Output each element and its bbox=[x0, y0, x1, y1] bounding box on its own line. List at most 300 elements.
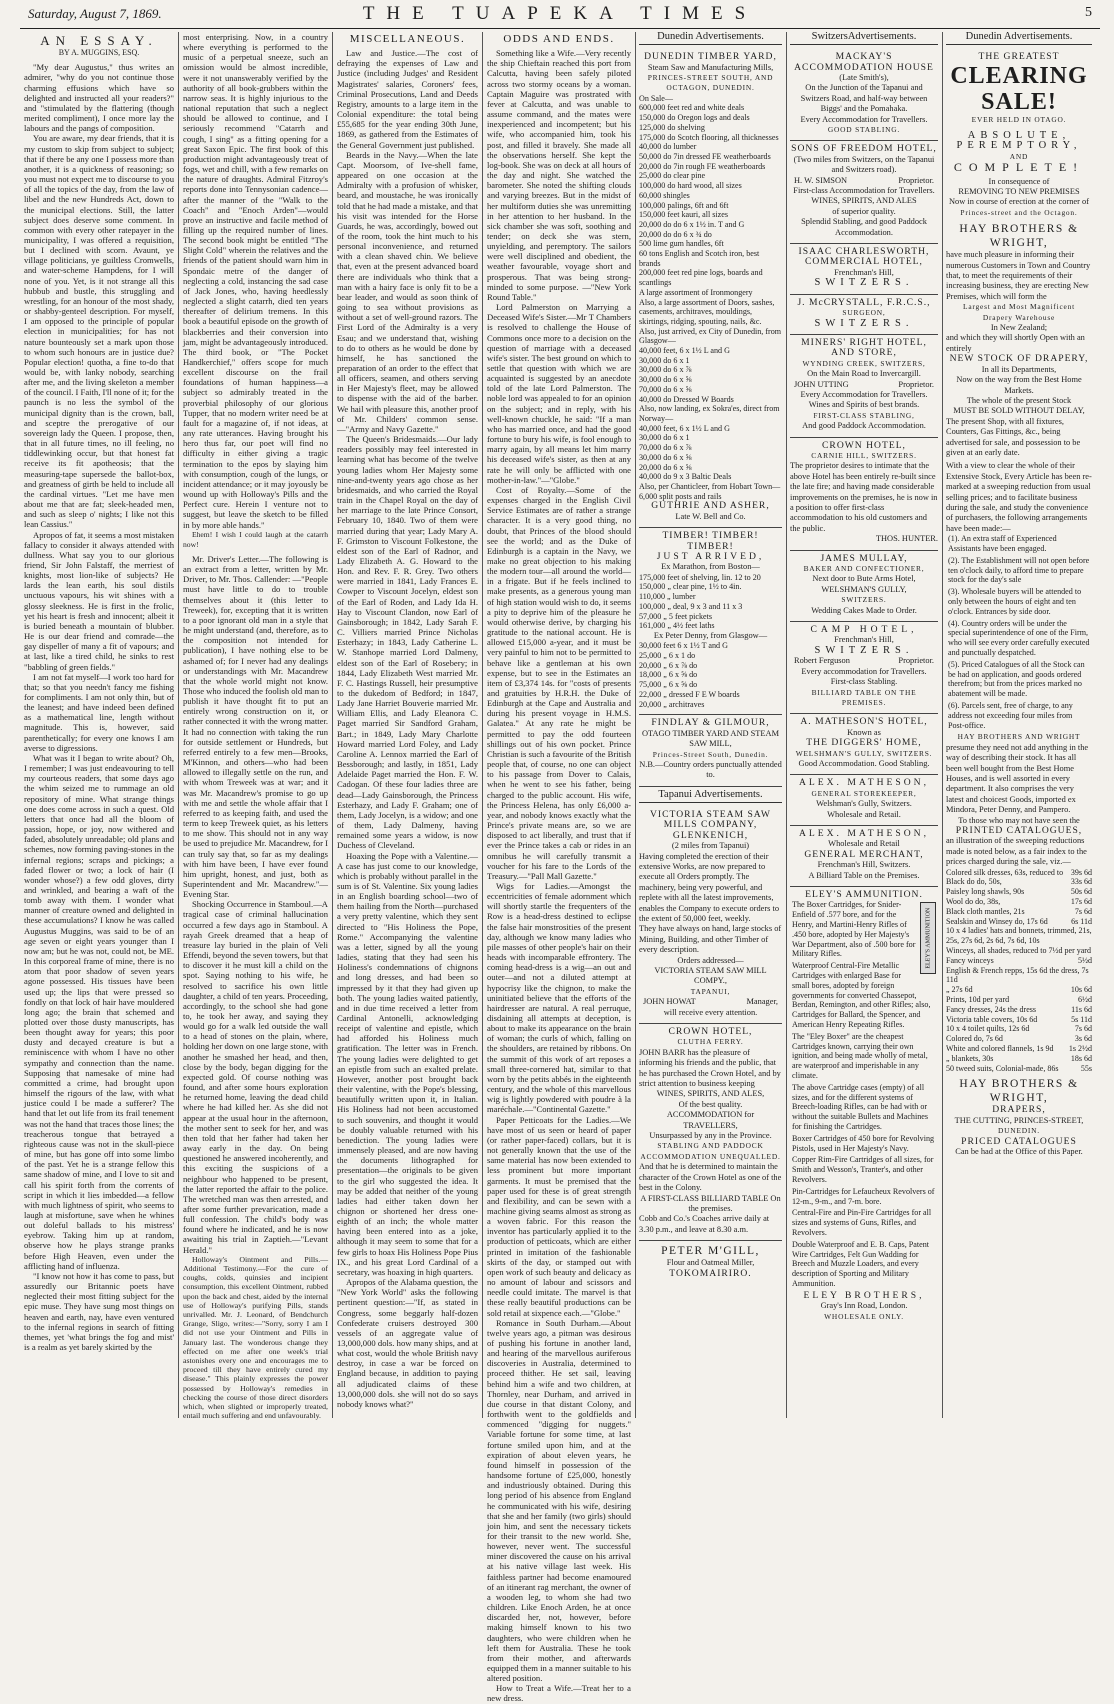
sale-presume: presume they need not add anything in the way of describing their stock. It has all been well bought from the Best Home Houses, and is well assorted in every department. It also comprises the very latest and choicest Goods, imported ex Mindora, Peter Denny, and Pampero. bbox=[946, 742, 1089, 815]
stock-line: 20,000 do 6 x ⅝ bbox=[639, 462, 692, 472]
column-rule bbox=[178, 32, 179, 1418]
advert-matheson-store bbox=[790, 775, 938, 826]
advert-findlay-gilmour bbox=[639, 715, 782, 786]
advert-accommodation: Good Accommodation. Good Stabling. bbox=[798, 758, 930, 768]
essay-paragraph: What was it I began to write about? Oh, I remember; I was just endeavouring to tell my courteous readers, that some days ago the whim seized me to rummage an old repository of mine. What strange things one does come across in such a quest. Old letters that once had all the bloom of passion, hope, or joy, now withered and faded, absolutely unreadable; old plans and schemes, now forming paving-stones in the infernal regions; scraps and pickings; a faded flower or two; a lock of hair (I wonder whose?) a few odd gloves, dirty and wrinkled, and bearing a waft of the tomb away with them. I wonder what manner of creature owned and delighted in these accumulations? I know he was called Augustus Muggins, was said to be of an age seven or eight years younger than I now am; but he was not, could not, be ME. In this corporeal frame of mine, there is no atom that poor shadow of seven years agone possessed. His tissues have been used up; the lips that were pressed so fondly on that lock of hair have mouldered long ago; the brain that schemed and plotted over those dusty manuscripts, has been thought away for years; this poor dusty and decayed creature is but a reminiscence with whom I have no other sympathy and connection than the name. Supposing that namesake of mine had committed a crime, had brought upon himself the rigours of the law, with what justice could I be made a sufferer? The hand that let out life from its frail tenement was not the hand that traces those lines; the treacherous tongue that betrayed a righteous cause was not in the skull-piece of mine, but has gone off into some limbo of the past. Yet he is a strange fellow this same shadow of mine, and I love to sit and call his spirit forth from the corrents of script in which it lies imbedded—a fellow with much lightness of spirit, who seems to laugh at misfortune, save when he whines out doleful ballads to his mistress' eyebrow. Taking him up at random, observe how he plays strange pranks before High Heaven, even under the afflicting hand of influenza. bbox=[24, 752, 174, 1271]
advert-title: TIMBER! TIMBER! TIMBER! bbox=[662, 530, 759, 552]
sale-new-stock: NEW STOCK OF DRAPERY, bbox=[949, 353, 1089, 365]
column-clearing-sale bbox=[946, 32, 1092, 1418]
advert-manager-role: Manager, bbox=[746, 997, 778, 1007]
stock-line: 100,000 „ deal, 9 x 3 and 11 x 3 bbox=[639, 601, 743, 611]
advert-body: And that he is determined to maintain the character of the Crown Hotel as one of the best in the Colony. bbox=[639, 1162, 782, 1193]
column-essay-continued bbox=[183, 32, 328, 1421]
price-row bbox=[946, 956, 1092, 966]
advert-wines: WINES, SPIRITS, AND ALES, bbox=[656, 1089, 765, 1099]
advert-on-sale: On Sale— bbox=[639, 93, 673, 103]
advert-place: TAPANUI, bbox=[690, 986, 731, 996]
sale-priced-catalogues: PRICED CATALOGUES bbox=[961, 1135, 1077, 1147]
price-item: Prints, 10d per yard bbox=[946, 994, 1010, 1004]
advert-subtitle: COMMERCIAL HOTEL, bbox=[805, 256, 923, 268]
advert-mackay bbox=[790, 49, 938, 141]
advert-title: SONS OF FREEDOM HOTEL, bbox=[791, 143, 937, 155]
stock-line: 161,000 „ 4½ feet laths bbox=[639, 621, 715, 631]
price-item: Victoria table covers, 10s 6d bbox=[946, 1014, 1038, 1024]
stock-line: 25,000 „ 6 x 1 do bbox=[639, 651, 696, 661]
price-item: Sealskin and Winsey do, 17s 6d bbox=[946, 916, 1048, 926]
advert-stabling: First-class Stabling. bbox=[830, 677, 898, 687]
advert-matheson-merchant bbox=[790, 826, 938, 887]
advert-place: Frenchman's Hill, Switzers. bbox=[817, 860, 911, 870]
sale-headline: CLEARING SALE! bbox=[950, 62, 1088, 115]
price-item: Fancy dresses, 24s the dress bbox=[946, 1004, 1036, 1014]
price-value: 3s 6d bbox=[1074, 1034, 1092, 1044]
column-rule bbox=[635, 32, 636, 1418]
advert-billiard: BILLIARD TABLE ON THE PREMISES. bbox=[811, 687, 917, 707]
sale-dunedin: DUNEDIN. bbox=[998, 1126, 1040, 1136]
price-item: Colored silk dresses, 63s, reduced to bbox=[946, 867, 1064, 877]
stock-line: 30,000 do 6 x 1 bbox=[639, 355, 690, 365]
advert-orders: Orders addressed— bbox=[677, 955, 744, 965]
essay-paragraph: I am not fat myself—I work too hard for that; so that you needn't fancy me fishing for compliments. I am not only thin, but of the leanest; and have indeed been defined as a mathematical line, length without magnitude. This is, however, said parenthetically; for every one knows I am averse to digressions. bbox=[24, 671, 174, 753]
sale-largest: Largest and Most Magnificent bbox=[963, 302, 1075, 312]
advert-proprietor-role: Proprietor. bbox=[898, 175, 934, 185]
sale-must-be-sold: MUST BE SOLD WITHOUT DELAY, bbox=[953, 406, 1085, 416]
advert-note: Wholesale and Retail. bbox=[827, 809, 901, 819]
price-value: 11s 6d bbox=[1071, 1004, 1092, 1014]
advert-wholesale-only: WHOLESALE ONLY. bbox=[824, 1311, 904, 1321]
section-heading-odds-and-ends: ODDS AND ENDS. bbox=[503, 33, 615, 45]
sale-firm-title: HAY BROTHERS & WRIGHT, bbox=[959, 223, 1079, 250]
price-value: 39s 6d bbox=[1070, 867, 1092, 877]
advert-just-arrived: JUST ARRIVED, bbox=[656, 550, 765, 562]
masthead-rule bbox=[20, 28, 1100, 29]
price-row bbox=[946, 1054, 1092, 1064]
price-row bbox=[946, 1024, 1092, 1034]
advert-address: PRINCES-STREET SOUTH, AND OCTAGON, DUNEDIN. bbox=[647, 72, 774, 93]
advert-billiard: A FIRST-CLASS BILLIARD TABLE On the premises. bbox=[640, 1193, 781, 1213]
sale-arrangement-item: (3). Wholesale buyers will be attended to only between the hours of eight and ten o'clock. Entrances by side door. bbox=[948, 587, 1082, 616]
stock-line: 175,000 do Scotch flooring, all thicknesses bbox=[639, 132, 779, 142]
advert-quality: of superior quality. bbox=[832, 206, 896, 216]
price-row bbox=[946, 868, 1092, 878]
advert-proprietor-name: JOHN UTTING bbox=[794, 379, 849, 389]
sale-nz: In New Zealand; bbox=[990, 323, 1048, 333]
article-law-justice: Law and Justice.—The cost of defraying the expenses of Law and Justice (including Judges' and Resident Magistrates' salaries, Coroners' fees, Criminal Prosecutions, Land and Deeds Registry, amounts to a large item in the Colonial expenditure: the total being £55,685 for the year ending 30th June, 1869, as gathered from the Estimates of the General Government just published. bbox=[337, 48, 478, 150]
advert-subtitle: CARNIE HILL, SWITZERS. bbox=[811, 450, 917, 460]
stock-line: 600,000 feet red and white deals bbox=[639, 103, 745, 113]
article-durham: Romance in South Durham.—About twelve years ago, a pitman was desirous of pushing his fortune in another land, and hearing of the marvellous auriferous discoveries in Australia, determined to proceed thither. He set sail, leaving behind him a wife and two children, at Thornley, near Durham, and arrived in due course in that distant Colony, and forthwith went to the goldfields and commenced "digging for nuggets." Variable fortune for some time, at last fortune smiled upon him, and at the expiration of about eleven years, he found himself in possession of the handsome fortune of £25,000, honestly and industriously obtained. During this long period of his absence from England he communicated with his wife, desiring that she and her family (two girls) should join him, and sent the necessary tickets for their transit to the new world. She, however, never went. The successful miner discovered the cause on his arrival at his native village last week. His faithless partner had become enamoured of an itinerant rag merchant, the owner of a wooden leg, to whom she had two children. Like Enoch Arden, he at once discarded her, not, however, before making himself known to his two daughters, who were children when he left them for Australia. These he took from their mother, and afterwards equipped them in a manner suitable to his altered position. bbox=[487, 1317, 631, 1684]
advert-title: A. MATHESON'S HOTEL, bbox=[800, 716, 928, 728]
essay-paragraph: most enterprising. Now, in a country where everything is performed to the music of a perpetual sneeze, such an omission would be almost incredible, were it not unanswerably verified by the authority of all book-grubbers within the narrow seas. It is highly injurious to the national reputation that such a neglect should be allowed to continue, and I seriously recommend "Catarrh and cough, I sing" as a fitting opening for a great Saxon Epic. The first book of this production might advantageously treat of fogs, wet and chill, with a few remarks on the nature of draughts. Admiral Fitzroy's reports done into Tennysonian cadence—after the manner of the "Walk to the Coach" and "Enoch Arden"—would prove an instructive and facile method of filling up the required number of lines. The second book might be entitled "The Slight Cold" wherein the relatives and the friends of the patient should warn him in Spondaic metre of the danger of neglecting a cold, instancing the sad case of Jack Jones, who, having heedlessly neglected a slight catarrh, died ten years thereafter of delirium tremens. In this book a beautiful episode on the growth of blackberries and their conversion into jam, might be advantageously introduced. The third book, or "The Pocket Handkerchief," offers scope for much excellent discourse on the frail foundations of human happiness—a subject so admirably treated in the proverbial philosophy of our glorious Tupper, that no modern writer need be at fault for a magazine of, if not ideas, at any rate utterances. Having brought his hero thus far, our poet will find no difficulty in either giving a tragic termination to the epos by slaying him with consumption, cough of the lungs, or incident attendance; or it may joyously be wound up with Holloway's Pills and the Perfect cure. Herein I venture not to suggest, but leave the sketch to be filled in by more able hands." bbox=[183, 32, 328, 530]
advert-place: WELSHMAN'S GULLY, bbox=[821, 584, 907, 594]
column-rule bbox=[332, 32, 333, 1418]
advert-firm: ELEY BROTHERS, bbox=[803, 1289, 925, 1301]
stock-line: 30,000 do 6 x ⅞ bbox=[639, 365, 692, 375]
advert-wines: Wines and Spirits of best brands. bbox=[808, 400, 920, 410]
sale-greatest: THE GREATEST bbox=[978, 51, 1060, 63]
price-item: White and colored flannels, 1s 9d bbox=[946, 1043, 1054, 1053]
sale-firm-caps: HAY BROTHERS AND WRIGHT bbox=[957, 732, 1081, 742]
advert-matheson-hotel bbox=[790, 714, 938, 775]
price-value: 6s 11d bbox=[1071, 916, 1092, 926]
sale-shop: The present Shop, with all fixtures, Counters, Gas Fittings, &c., being advertised for sale, and possession to be given at an early date. bbox=[946, 416, 1081, 457]
stock-line: 70,000 do 6 x ⅝ bbox=[639, 384, 692, 394]
price-row bbox=[946, 995, 1092, 1005]
advert-title: MINERS' RIGHT HOTEL, AND STORE, bbox=[801, 336, 927, 359]
advert-note: Wedding Cakes Made to Order. bbox=[811, 605, 917, 615]
cartridge-illustration bbox=[920, 902, 936, 974]
price-item: Colored do, 7s 6d bbox=[946, 1034, 1003, 1044]
price-row bbox=[946, 877, 1092, 887]
article-wigs: Wigs for Ladies.—Amongst the eccentricities of female adornment which will shortly startle the frequenters of the Row is a head-dress destined to eclipse the false hair monstrosities of the present day, although we know many ladies who pile masses of other people's hair on their heads with incomparable effrontery. The coming head-dress is a wig—an out and outer—and not a diluted attempt at hypocrisy like the chignon, to make the uninitiated believe that the efforts of the hairdresser are natural. A real perruque, disdaining all attempts at deception, is about to make its appearance on the brain of woman; the curls of which, falling on the shoulders, are retained by ribbons. On the summit of this work of art reposes a small three-cornered hat, similar to that worn by the petits abbés in the eighteenth century, and the whole of this marvellous wig is lightly powdered with poudre à la maréchale.—"Continental Gazette." bbox=[487, 880, 631, 1115]
advert-title: FINDLAY & GILMOUR, bbox=[651, 717, 770, 729]
advert-body-list bbox=[790, 900, 938, 1288]
stock-line: 175,000 feet of shelving, lin. 12 to 20 bbox=[639, 572, 761, 582]
advert-subtitle: (2 miles from Tapanui) bbox=[671, 841, 750, 851]
advert-company: VICTORIA STEAM SAW MILL COMPY., bbox=[654, 965, 767, 986]
section-heading-dunedin: Dunedin Advertisements. bbox=[639, 32, 782, 45]
sale-firm-title-2: HAY BROTHERS & WRIGHT, bbox=[959, 1078, 1079, 1105]
sale-now: Now in course of erection at the corner of bbox=[949, 197, 1089, 207]
price-row bbox=[946, 887, 1092, 897]
advert-stabling: GOOD STABLING. bbox=[827, 125, 901, 134]
advert-note: will receive every attention. bbox=[663, 1007, 758, 1017]
article-paper-petticoats: Paper Petticoats for the Ladies.—We have most of us seen or heard of paper (or rather paper-faced) collars, but it is not generally known that the use of the same material has now been extended to less prominent but more important garments. It must be premised that the paper used for these is of great strength and flexibility, and can be sewn with a machine giving seams almost as strong as a woven fabric. For this reason the inventor has particularly applied it to the production of petticoats, which are either printed in imitation of the fashionable skirts of the day, or stamped out with open work of such beauty and delicacy as no amount of labour and scissors and needle could imitate. The marvel is that these really beautiful productions can be sold retail at sixpence each.—"Globe." bbox=[487, 1114, 631, 1318]
advert-title: PETER M'GILL, bbox=[661, 1245, 760, 1258]
section-heading-miscellaneous: MISCELLANEOUS. bbox=[349, 33, 466, 45]
ammunition-paragraph: The Boxer Cartridges, for Snider-Enfield of .577 bore, and for the Henry, and Martini-Henry Rifles of .450 bore, adopted by Her Majesty's War Department, also of .500 bore for Military Rifles. bbox=[792, 900, 916, 959]
advert-title: ALEX. MATHESON, bbox=[798, 827, 929, 839]
advert-title: ALEX. MATHESON, bbox=[798, 777, 929, 789]
column-dunedin-ads bbox=[639, 32, 782, 1418]
stock-line: 6,000 split posts and rails bbox=[639, 491, 722, 501]
price-value: 6½d bbox=[1078, 994, 1092, 1004]
advert-mccrystall bbox=[790, 295, 938, 335]
masthead-title: THE TUAPEKA TIMES bbox=[362, 3, 758, 24]
advert-manager-name: JOHN HOWAT bbox=[643, 997, 696, 1007]
advert-clearing-sale bbox=[946, 49, 1092, 1162]
sale-printed-catalogues: PRINTED CATALOGUES, bbox=[955, 824, 1083, 836]
stock-line: 40,000 feet, 6 x 1½ L and G bbox=[639, 423, 730, 433]
column-rule bbox=[942, 32, 943, 1418]
advert-stock-list bbox=[639, 103, 782, 501]
advert-town: SWITZERS. bbox=[841, 595, 887, 605]
advert-title: JAMES MULLAY, bbox=[820, 552, 908, 564]
sale-office: Can be had at the Office of this Paper. bbox=[955, 1146, 1083, 1156]
ammunition-paragraph: Copper Rim-Fire Cartridges of all sizes, for Smith and Wesson's, Tranter's, and other Revolvers. bbox=[792, 1155, 934, 1184]
article-hoaxing-pope: Hoaxing the Pope with a Valentine.—A case has just come to our knowledge, which is probably without parallel in the sum is of St. Valentine. Six young ladies in an English boarding school—two of them hailing from the North—purchased a very pretty valentine, which they sent directed to "His Holiness the Pope, Rome." Accompanying the valentine was a letter, signed by all the young ladies, stating that they had seen his Holiness's condemnations of chignons and long dresses, and had been so impressed by it that they had given up both. The young ladies waited patiently, and in due time received a letter from Cardinal Antonelli, acknowledging receipt of valentine and epistle, which had afforded his Holiness much gratification. The letter was in French. The young ladies were delighted to get an epistle from such an exalted prelate. However, another post brought back their valentine, with the Pope's blessing, beautifully written upon it, in Italian. His Holiness had not been accustomed to such souvenirs, and thought it would be doubly valuable returned with his benediction. The young ladies were immensely pleased, and are now having the documents lithographed for presentation—the originals to be given to the girl who suggested the idea. It may be added that neither of the young ladies had either taken down her chignon or shortened her dress one-eighth of an inch; the whole matter having been entered into as a joke, although it may seem to some that for a few girls to hoax His Holiness Pope Pius IX., and his great Lord Cardinal of a secretary, was hoaxing in high quarters. bbox=[337, 850, 478, 1277]
ammunition-paragraph: Waterproof Central-Fire Metallic Cartridges with enlarged Base for small bores, adopted by foreign governments for converted Chassepot, Berdan, Remington, and other Rifles; also, Cartridges for Ballard, the Spencer, and American Henry Repeating Rifles. bbox=[792, 961, 931, 1029]
price-row bbox=[946, 897, 1092, 907]
sale-absolute: ABSOLUTE, bbox=[967, 129, 1071, 141]
stock-line: 40,000 do Dressed W Boards bbox=[639, 394, 734, 404]
stock-line: 30,000 do 6 x 1 bbox=[639, 433, 690, 443]
advert-proprietor-name: H. W. SIMSON bbox=[794, 175, 848, 185]
masthead-page-number: 5 bbox=[1085, 5, 1092, 20]
price-value: 55s bbox=[1080, 1063, 1092, 1073]
article-driver-letter: Mr. Driver's Letter.—The following is an extract from a letter, written by Mr. Driver, to Mr. Thos. Callender: —"People must have little to do to trouble themselves about it (this letter to Treweek), for, excepting that it is written to a poor ignorant old man in a style that he might understand (and, therefore, as to the composition not intended for publication), I have nothing else to be ashamed of; for I never had any dealings or understandings with Mr. Macandrew that the whole world might not know. Those who induced the foolish old man to publish it have thought fit to put an entirely wrong construction on it, or rather connected it with the wrong matter. It had no connection with taking the run for outside settlement or Hundreds, but referred entirely to a few men—Brooks, M'Kinnon, and others—who had been allowed to illegally settle on the run, and with whom Treweek was at war; and it was Mr. Macandrew's promise to go up with me and settle the whole affair that I referred to as keeping faith, and used the term to keep Treweek quiet, as his letters to me show. This should not in any way be used to prejudice Mr. Macandrew, for I can truly say that, so far as my dealings with him have been, I have ever found him upright, honest, and just, both as Superintendent and Mr. Macandrew."—Evening Star. bbox=[183, 553, 328, 900]
section-heading-tapanui: Tapanui Advertisements. bbox=[639, 790, 782, 803]
sale-arrangement-item: (2). The Establishment will not open before ten o'clock daily, to afford time to prepare stock for the day's sale bbox=[948, 555, 1090, 585]
price-row bbox=[946, 907, 1092, 917]
advert-owners-sub: Late W. Bell and Co. bbox=[675, 511, 746, 521]
advert-subtitle: Wholesale and Retail bbox=[828, 839, 900, 849]
stock-line: 57,000 „ 5 feet pickets bbox=[639, 611, 713, 621]
sale-and: AND bbox=[1009, 151, 1029, 161]
column-essay bbox=[24, 32, 174, 1418]
price-value: 7s 6d bbox=[1074, 906, 1092, 916]
price-row bbox=[946, 917, 1092, 927]
sale-those: To those who may not have seen the bbox=[958, 815, 1080, 825]
sale-departments: In all its Departments, bbox=[981, 364, 1057, 374]
stock-line: 20,000 „ 6 x ⅞ do bbox=[639, 660, 698, 670]
advert-body: On the Junction of the Tapanui and Switzers Road, and half-way between Biggs' and the Pomahaka. bbox=[800, 83, 928, 114]
price-item: English & French repps, 15s 6d the dress, 7s 11d bbox=[946, 965, 1089, 985]
stock-line: 22,000 „ dressed F E W boards bbox=[639, 689, 740, 699]
sale-on-way: Now on the way from the Best Home Markets. bbox=[956, 375, 1082, 395]
stock-line: 20,000 do do 6 x ¾ do bbox=[639, 229, 712, 239]
advert-ex-peter-denny: Ex Peter Denny, from Glasgow— bbox=[653, 630, 768, 640]
price-value: 5s 11d bbox=[1071, 1014, 1092, 1024]
price-row bbox=[946, 1034, 1092, 1044]
stock-line: 70,000 do 6 x ⅞ bbox=[639, 443, 692, 453]
advert-subtitle: (Two miles from Switzers, on the Tapanui and Switzers road). bbox=[793, 154, 935, 175]
sale-removing: REMOVING TO NEW PREMISES bbox=[958, 187, 1080, 196]
advert-paddock: And good Paddock Accommodation. bbox=[802, 421, 926, 431]
sale-arrangement-item: (6). Parcels sent, free of charge, to any address not exceeding four miles from Post-office. bbox=[948, 700, 1073, 730]
sale-drapers: DRAPERS, bbox=[992, 1104, 1046, 1116]
ammunition-paragraph: Boxer Cartridges of 450 bore for Revolving Pistols, used in Her Majesty's Navy. bbox=[792, 1133, 935, 1153]
column-switzers-ads bbox=[790, 32, 938, 1418]
advert-crown-hotel-clutha bbox=[639, 1024, 782, 1241]
price-value: 1s 2½d bbox=[1068, 1043, 1092, 1053]
advert-stabling: STABLING AND PADDOCK ACCOMMODATION UNEQUALLED. bbox=[640, 1141, 781, 1161]
sale-arrangement-item: (4). Country orders will be under the special superintendence of one of the Firm, who will see every order carefully executed and punctually despatched. bbox=[948, 618, 1090, 657]
advert-subtitle: OTAGO TIMBER YARD AND STEAM SAW MILL, bbox=[641, 728, 780, 749]
price-value: 50s 6d bbox=[1070, 887, 1092, 897]
column-rule bbox=[786, 32, 787, 1418]
stock-line: 200,000 feet red pine logs, boards and scantlings bbox=[639, 268, 763, 288]
article-alabama: Apropos of the Alabama question, the "New York World" asks the following pertinent question:—"If, as stated in Congress, some beggarly half-dozen Confederate cruisers destroyed 300 vessels of an aggregate value of 13,000,000 dols. how many ships, and at what cost, would the whole British navy destroy, in case a war be forced on England because, in addition to paying all adjudicated claims of these 13,000,000 dols. she will not do so says nobody knows what?" bbox=[337, 1277, 478, 1409]
sale-firm-body: have much pleasure in informing their numerous Customers in Town and Country that, to meet the requirements of their increasing business, they are erecting New Premises, which will form the bbox=[946, 250, 1091, 301]
advert-proprietor-name: Robert Ferguson bbox=[794, 656, 850, 666]
advert-quality: Of the best quality. bbox=[678, 1099, 743, 1109]
advert-crown-hotel-carnie bbox=[790, 438, 938, 551]
advert-place: Frenchman's Hill, bbox=[834, 635, 894, 645]
stock-line: 40,000 do lumber bbox=[639, 142, 697, 152]
sale-complete: COMPLETE! bbox=[953, 160, 1085, 175]
stock-line: A large assortment of Ironmongery bbox=[639, 287, 753, 297]
advert-ex-marathon: Ex Marathon, from Boston— bbox=[661, 562, 760, 572]
advert-title: VICTORIA STEAM SAW MILLS COMPANY, GLENKENICH, bbox=[650, 808, 771, 841]
price-row bbox=[946, 1005, 1092, 1015]
advert-subtitle: Known as bbox=[847, 727, 881, 737]
stock-line: 50,000 do 7in dressed FE weatherboards bbox=[639, 152, 771, 161]
advert-body: Next door to Bute Arms Hotel, bbox=[812, 574, 916, 584]
advert-stock-list bbox=[639, 573, 782, 631]
article-palmerston: Lord Palmerston on Marrying a Deceased Wife's Sister.—Mr T Chambers is resolved to challenge the House of Commons once more to a decision on the question of marriage with a deceased wife's sister. The best ground on which to settle that question with which we are acquainted is suggested by an anecdote told of the late Lord Palmerston. The noble lord was appealed to for an opinion on the subject; and in reply, with his well-known chuckle, he said: "If a man who has married once, and had the good fortune to bury his wife, is fool enough to marry again, by all means let him marry his deceased wife's sister, as then at any rate he will only be afflicted with one mother-in-law."—"Globe." bbox=[487, 302, 631, 485]
price-item: „ blankets, 30s bbox=[946, 1053, 994, 1063]
advert-place: TOKOMAIRIRO. bbox=[669, 1267, 752, 1279]
advert-title: MACKAY'S ACCOMMODATION HOUSE bbox=[794, 51, 934, 73]
masthead bbox=[0, 0, 1114, 28]
advert-subtitle: Flour and Oatmeal Miller, bbox=[666, 1258, 755, 1268]
advert-subtitle: SURGEON, bbox=[842, 308, 886, 318]
advert-unsurpassed: Unsurpassed by any in the Province. bbox=[649, 1131, 772, 1141]
price-row bbox=[946, 966, 1092, 986]
sale-arrangements-list bbox=[946, 534, 1092, 730]
advert-subtitle: BAKER AND CONFECTIONER, bbox=[803, 564, 925, 574]
advert-body: On the Main Road to Invercargill. bbox=[807, 369, 921, 379]
stock-line: 100,000 palings, 6ft and 6ft bbox=[639, 200, 729, 210]
advert-address: Princes-Street South, Dunedin. bbox=[652, 749, 769, 759]
advert-name: THE DIGGERS' HOME, bbox=[806, 737, 922, 749]
advert-title: CAMP HOTEL, bbox=[810, 624, 918, 636]
price-row bbox=[946, 926, 1092, 946]
price-item: „ 27s 6d bbox=[946, 985, 973, 995]
article-beards-navy: Beards in the Navy.—When the late Capt. Moorsom, of Ive-shell fame, appeared on one occasion at the Admiralty with a profusion of whisker, beard, and moustache, he was ironically told that he had made a mistake, and that his visit was intended for the Horse Guards, he was, accordingly, bowed out of the room, took the hint much to his personal inconvenience, and returned with a clean shaved chin. We believe that, even at the present advanced board there are individuals who think that a man with a hairy face is only fit to be a bear leader, and would as soon think of going to sea without provisions as without a set of well-ground razors. The First Lord of the Admiralty is a very Esau; and we understand that, wishing to do to others as he would be done by himself, he has sanctioned the preparation of an order to the effect that all officers, seamen, and others serving in Her Majesty's fleet, may be allowed to dispense with the aid of the barber. We hail with pleasure this, another proof of Mr. Childers' common sense. —"Army and Navy Gazette." bbox=[337, 149, 478, 434]
price-item: 50 tweed suits, Colonial-made, 86s bbox=[946, 1063, 1059, 1073]
advert-town: SWITZERS. bbox=[814, 317, 914, 329]
advert-title: DUNEDIN TIMBER YARD, bbox=[644, 51, 777, 63]
essay-paragraph: You are aware, my dear friends, that it is my custom to skip from subject to subject; that if there be any one I possess more than another, it is a quickness of reasoning; so you must not expect me to discourse to you of all the topics of the day, from the law of libel and the new Hundreds Act, down to the municipal elections. Still, the latter subject does deserve some comment. In common with every other ratepayer in the municipality, I was offered a requisition, but I declined with scorn. Avaunt, ye village politicians, ye guiltless Cromwells, and water-scheme Hampdens, for I will none of you. Yet, is it not strange all this hubbub and bustle, this struggling and wrestling, for an honour of the most shady, or shabby-genteel description. For myself, I am opposed to the principle of popular election in municipalities; for has not nature bounteously set a mark upon those to whom such honours are in justice due? Popular election! quotha, a fine to-do that would be, with lanky nobody, searching after me, and the living skeleton a member of the council. I Faith, I'll none of it; for the paunch is no less the symbol of the municipal dignity than is the crown, ball, and sceptre the prerogative of our sovereign lady the Queen. I propose, then, that in all future times, no ill feeling, no tiddlewinking occur, but that honest fat receive its fit apotheosis; that the measuring-tape supersede the ballot-box, and greatness of girth be held to include all the cardinal virtues. "Let me have men about me that are fat; sleek-headed men, and such as sleep o' nights; I like not this lean Cassius." bbox=[24, 133, 174, 530]
stock-line: 150,000 do Oregon logs and deals bbox=[639, 113, 750, 123]
advert-wines: WINES, SPIRITS, AND ALES bbox=[811, 196, 917, 206]
advert-miners-right bbox=[790, 335, 938, 438]
advert-accommodation: Every accommodation for Travellers. bbox=[801, 666, 927, 676]
section-heading-switzers: SwitzersAdvertisements. bbox=[790, 32, 938, 45]
advert-title: ELEY'S AMMUNITION. bbox=[805, 889, 923, 900]
stock-line: 150,000 „ clear pine, 1½ to 4in. bbox=[639, 582, 742, 592]
advert-james-mullay bbox=[790, 551, 938, 622]
advert-proprietor: THOS. HUNTER. bbox=[875, 534, 938, 544]
advert-body: The proprietor desires to intimate that the above Hotel has been entirely re-built since the late fire; and having made considerable improvements on the premises, he is now in a position to offer first-class accommodation to his old customers and the public. bbox=[790, 461, 938, 533]
price-item: Black cloth mantles, 21s bbox=[946, 906, 1025, 916]
price-item: Black do do, 50s, bbox=[946, 877, 1002, 887]
ammunition-paragraph: The "Eley Boxer" are the cheapest Cartridges known, carrying their own ignition, and being made wholly of metal, are waterproof and imperishable in any climate. bbox=[792, 1031, 928, 1080]
advert-sons-of-freedom bbox=[790, 141, 938, 244]
price-item: Wool do do, 38s, bbox=[946, 897, 1001, 906]
ammunition-paragraph: Double Waterproof and E. B. Caps, Patent Wire Cartridges, Felt Gun Wadding for Breech and Muzzle Loaders, and every description of Sporting and Military Ammunition. bbox=[792, 1239, 929, 1288]
article-wife: Something like a Wife.—Very recently the ship Chieftain reached this port from Calcutta, having been safely piloted across two stormy oceans by a woman. Captain Maguire was prostrated with fever at Calcutta, and was unable to assume command, and the mates were inexperienced and incompetent; but his wife, who accompanied him, took his post, and filled it bravely. She made all the observations herself. She kept the log-book. She was on deck at all hours of the day and night. She watched the barometer. She noted the shifting clouds and varying breezes. But in the midst of her multiform duties she was unremitting in her attention to her husband. In the sick chamber she was soft, soothing and tender; on deck she was stern, unyielding, and peremptory. The sailors were well disciplined and obedient, the weather favourable, voyage short and prosperous. That was being strong-minded to some purpose. —"New York Round Table." bbox=[487, 48, 631, 302]
advert-accommodation: ACCOMMODATION for TRAVELLERS, bbox=[666, 1110, 755, 1130]
advert-proprietor-role: Proprietor. bbox=[898, 379, 934, 389]
stock-line: 500 lime gum handles, 6ft bbox=[639, 239, 724, 249]
advert-dunedin-timber-yard bbox=[639, 49, 782, 528]
essay-postscript: Ehem! I wish I could laugh at the catarrh now! bbox=[183, 529, 328, 549]
advert-camp-hotel bbox=[790, 622, 938, 714]
price-item: Fancy winceys bbox=[946, 955, 994, 965]
sale-view: With a view to clear the whole of their Extensive Stock, Every Article has been re-marked at a sweeping reduction from usual selling prices; and to facilitate business during the sale, and study the convenience of purchasers, the following arrangements have been made:— bbox=[946, 461, 1092, 533]
sale-illustration: an illustration of the sweeping reductions made is noted below, as a fair index to the prices charged during the sale, viz.— bbox=[946, 836, 1087, 867]
advert-note: N.B.—Country orders punctually attended to. bbox=[639, 759, 782, 780]
ammunition-paragraph: The above Cartridge cases (empty) of all sizes, and for the different systems of Breech-loading Rifles, can be had with or without the suitable Bullets and Machines for finishing the Cartridges. bbox=[792, 1082, 928, 1131]
advert-accommodation: Every Accommodation for Travellers. bbox=[800, 114, 928, 124]
sale-whole: The whole of the present Stock bbox=[966, 395, 1072, 405]
advert-place: Welshman's Gully, Switzers. bbox=[816, 799, 912, 809]
advert-subtitle: WYNDING CREEK, SWITZERS, bbox=[802, 358, 926, 368]
stock-line: 100,000 do hard wood, all sizes bbox=[639, 181, 742, 191]
advert-victoria-saw-mills bbox=[639, 807, 782, 1024]
stock-line: 150,000 feet kauri, all sizes bbox=[639, 210, 729, 220]
stock-line: 25,000 do clear pine bbox=[639, 171, 706, 181]
advert-address: Gray's Inn Road, London. bbox=[820, 1301, 908, 1311]
stock-line: 125,000 do shelving bbox=[639, 122, 705, 132]
price-value: 7s 6d bbox=[1074, 1024, 1092, 1034]
stock-line: 60,000 shingles bbox=[639, 190, 690, 200]
sale-cutting: THE CUTTING, PRINCES-STREET, bbox=[954, 1115, 1084, 1125]
advert-subtitle: GENERAL STOREKEEPER, bbox=[811, 788, 917, 798]
advert-title: CROWN HOTEL, bbox=[822, 439, 906, 451]
stock-line: Also, just arrived, ex City of Dunedin, from Glasgow— bbox=[639, 326, 782, 346]
article-stamboul: Shocking Occurrence in Stamboul.—A tragical case of criminal hallucination occurred a few days ago in Stamboul. A rayah Greek dreamed that a heap of treasure lay buried in the plain of Veli Effendi, beyond the seven towers, but that to discover it he must kill a child on the spot. Saying nothing to his wife, he resolved to sacrifice his own little daughter, a child of ten years. Proceeding, accordingly, to the school she had gone to, he took her away, and saying they would go for a walk led outside the wall to a head of stones on the plain, where, holding her down on one large stone, with another he smashed her head, and then, close by the body, began digging for the expected gold. Of course nothing was found, and after some hours exploration he returned home, leaving the dead child where he had killed her. As she did not appear at the usual hour in the afternoon, the mother sent to seek for her, and was then told that her father had taken her away early in the day. On being questioned he answered incoherently, and this exciting the suspicions of a neighbour who happened to be present, the latter reported the affair to the police. The wretched man was then arrested, and after some further prevarication, made a full confession. The child's body was found where he indicated, and he is now awaiting his trial in Zaptieh.—"Levant Herald." bbox=[183, 899, 328, 1255]
stock-line: 40,000 feet, 6 x 1½ L and G bbox=[639, 346, 730, 356]
price-value: 17s 6d bbox=[1070, 897, 1092, 906]
stock-line: 60 tons English and Scotch iron, best brands bbox=[639, 249, 760, 268]
advert-town: SWITZERS. bbox=[814, 644, 914, 656]
stock-line: 20,000 do do 6 x 1½ in. T and G bbox=[639, 219, 745, 229]
essay-title: AN ESSAY. bbox=[40, 33, 158, 48]
stock-line: Also, now landing, ex Sokra'es, direct from Norway— bbox=[639, 404, 780, 423]
sale-drapery: Drapery Warehouse bbox=[982, 312, 1056, 322]
price-row bbox=[946, 1044, 1092, 1054]
advert-proprietor-role: Proprietor. bbox=[898, 656, 934, 666]
advert-town: SWITZERS. bbox=[814, 277, 914, 289]
stock-line: 110,000 „ lumber bbox=[639, 592, 696, 602]
advert-body: They have always on hand, large stocks of Mining, Building, and other Timber of every description. bbox=[639, 924, 782, 955]
price-item: Paisley long shawls, 90s bbox=[946, 887, 1025, 897]
price-value: 33s 6d bbox=[1070, 877, 1092, 887]
stock-line: 30,000 do 6 x ⅝ bbox=[639, 375, 692, 385]
ammunition-paragraph: Central-Fire and Pin-Fire Cartridges for all sizes and systems of Guns, Rifles, and Revolvers. bbox=[792, 1208, 932, 1237]
stock-line: Also, per Chanticleer, from Hobart Town— bbox=[639, 481, 781, 491]
sale-arrangement-item: (1). An extra staff of Experienced Assistants have been engaged. bbox=[948, 534, 1057, 553]
sale-price-list bbox=[946, 868, 1092, 1074]
sale-consequence: In consequence of bbox=[988, 176, 1050, 186]
sale-corner: Princes-street and the Octagon. bbox=[960, 207, 1078, 217]
advert-owners: GUTHRIE AND ASHER, bbox=[651, 500, 770, 512]
price-value: 10s 6d bbox=[1070, 985, 1092, 995]
advert-subtitle: Steam Saw and Manufacturing Mills, bbox=[647, 62, 774, 72]
column-odds-and-ends bbox=[487, 32, 631, 1704]
column-rule bbox=[482, 32, 483, 1418]
ammunition-paragraph: Pin-Cartridges for Lefaucheux Revolvers of 12-m., 9-m., and 7-m. bore. bbox=[792, 1186, 935, 1206]
article-royalty: Cost of Royalty.—Some of the expenses charged in the English Civil Service Estimates are of rather a strange character. It is a very good thing, no doubt, that Princes of the blood should see the world; and as the Duke of Edinburgh is a captain in the Navy, we make no great objection to his making the modern tour—all around the world—in a frigate. But if he feels inclined to make presents, as a generous young man of high station would wish to do, it seems a pity to deprive him of the pleasure he would otherwise derive, by charging his gratitude to the national account. He is allowed £15,000 a-year, and it must be very painful to him not to be permitted to behave like a gentleman at his own expense, but to see in the Estimates an item of £3,374 14s. for "costs of presents and gratuities by H.R.H. the Duke of Edinburgh at the Cape and Australia and during his present voyage in H.M.S. Galatea." At any rate he might be permitted to pay the odd fourteen shillings out of his own pocket. Prince Christian is such a favourite of the British people that, of course, no one can object to his passage from Dover to Calais, when he went to see his father, being charged to the public account. His wife, the Princess Helena, has only £6,000 a-year, and nobody knows exactly what the Prince's private means are, so we are disposed to act liberally, and trust that if ever the Prince takes a cab or rides in an omnibus he will carefully transmit a voucher for his fare to the Lords of the Treasury.—"Pall Mall Gazette." bbox=[487, 484, 631, 881]
advert-peter-mgill bbox=[639, 1241, 782, 1284]
advert-body: Having completed the erection of their extensive Works, are now prepared to execute all Orders promptly. The machinery, being very powerful, and replete with all the latest improvements, enables the Company to execute orders to the extent of 50,000 feet, weekly. bbox=[639, 851, 780, 923]
advert-body: JOHN BARR has the pleasure of informing his friends and the public, that he has purchased the Crown Hotel, and by strict attention to business keeping bbox=[639, 1047, 781, 1089]
masthead-date: Saturday, August 7, 1869. bbox=[28, 6, 162, 21]
advert-title: ISAAC CHARLESWORTH, bbox=[798, 246, 930, 258]
stock-line: 30,000 do 6 x ⅝ bbox=[639, 452, 692, 462]
stock-line: 20,000 „ architraves bbox=[639, 699, 705, 709]
article-queens-bridesmaids: The Queen's Bridesmaids.—Our lady readers possibly may feel interested in learning what has become of the twelve young ladies whom Her Majesty some nine-and-twenty years ago chose as her bridesmaids, and who carried the Royal train in the Chapel Royal on the day of her marriage to the late Prince Consort, February 10, 1840. Two of them were married during that year; Lady Mary A. F. Grimston to Viscount Folkestone, the eldest son of the Earl of Radnor, and Lady Elizabeth A. G. Howard to the Hon. and Rev. F. R. Grey. Two others were married in 1841, Lady Frances E. Cowper to Viscount Jocelyn, eldest son of the Earl of Roden, and Lady Ida H. Hay to Viscount Clandon, now Earl of Gainsborough; in 1842, Lady Sarah F. C. Villiers married Prince Nicholas Esterhazy; in 1843, Lady Catherine L. W. Stanhope married Lord Dalmeny, eldest son of the Earl of Rosebery; in 1844, Lady Elizabeth West married Mr. F. C. Hastings Russell, heir presumptive to the dukedom of Bedford; in 1847, Lady Jane Harriet Bouverie married Mr. William Ellis, and Lady Eleanora C. Paget married Sir Sandford Graham, Bart.; in 1849, Lady Mary Charlotte Howard married Lord Foley, and Lady Caroline A. Lennox married the Earl of Bessborough; and lastly, in 1851, Lady Adelaide Paget married the Hon. F. W. Cadogan. Of these four ladies three are dead—Lady Gainsborough, the Princess Esterhazy, and Lady F. Graham; one of them, Lady Jocelyn, is a widow; and one of them, Lady Dalmeny, having remained some years a widow, is now Duchess of Cleveland. bbox=[337, 434, 478, 851]
sale-ever: EVER HELD IN OTAGO. bbox=[971, 114, 1067, 124]
advert-accommodation: First-class Accommodation for Travellers. bbox=[793, 186, 935, 196]
essay-paragraph: Apropos of fat, it seems a most mistaken fallacy to consider it always attended with dullness. What say you to our glorious friend, Sir John Falstaff, the merriest of knights, most lion-like of subjects? He lards the lean earth, his soul distils unctuous vapours, his wit shines with a glossy sleekness. He is first in the frolic, yet his heart is fresh and innocent; albeit it is buried beneath a mountain of blubber. He is our dear friend and comrade—the gay dispeller of many a fit of vapours; and at last, like a tired child, he sinks to rest "babbling of green fields." bbox=[24, 529, 174, 672]
advert-subtitle: (Late Smith's), bbox=[839, 72, 889, 82]
price-item: 10 x 4 toilet quilts, 12s 6d bbox=[946, 1024, 1030, 1034]
advert-accommodation: Every Accommodation for Travellers. bbox=[800, 389, 928, 399]
advert-title: CROWN HOTEL, bbox=[668, 1026, 753, 1038]
price-row bbox=[946, 1015, 1092, 1025]
advert-holloway: Holloway's Ointment and Pills.—Additional Testimony.—For the cure of coughs, colds, quinsies and incipient consumption, this excellent Ointment, rubbed upon the back and chest, aided by the internal use of Holloway's purifying Pills, stands unrivalled. Mr. J. Leonard, of Bendchurch Grange, Sligo, writes:—"Sorry, sorry I am I did not use your Ointment and Pills in January last. The wonderous change they effected on me after one week's trial astonishes every one and encourages me to proceed till they have entirely cured my disease." This plainly expresses the power possessed by Holloway's remedies in checking the course of those direct disorders which, when slighted or improperly treated, entail much suffering and end unfavourably. bbox=[183, 1254, 328, 1421]
price-item: Winceys, all shades, reduced to 7½d per yard bbox=[946, 945, 1091, 955]
article-treat-wife: How to Treat a Wife.—Treat her to a new dress. bbox=[487, 1683, 631, 1704]
advert-subtitle: CLUTHA FERRY. bbox=[677, 1037, 744, 1047]
advert-timber bbox=[639, 528, 782, 715]
section-heading-dunedin: Dunedin Advertisements. bbox=[946, 32, 1092, 45]
